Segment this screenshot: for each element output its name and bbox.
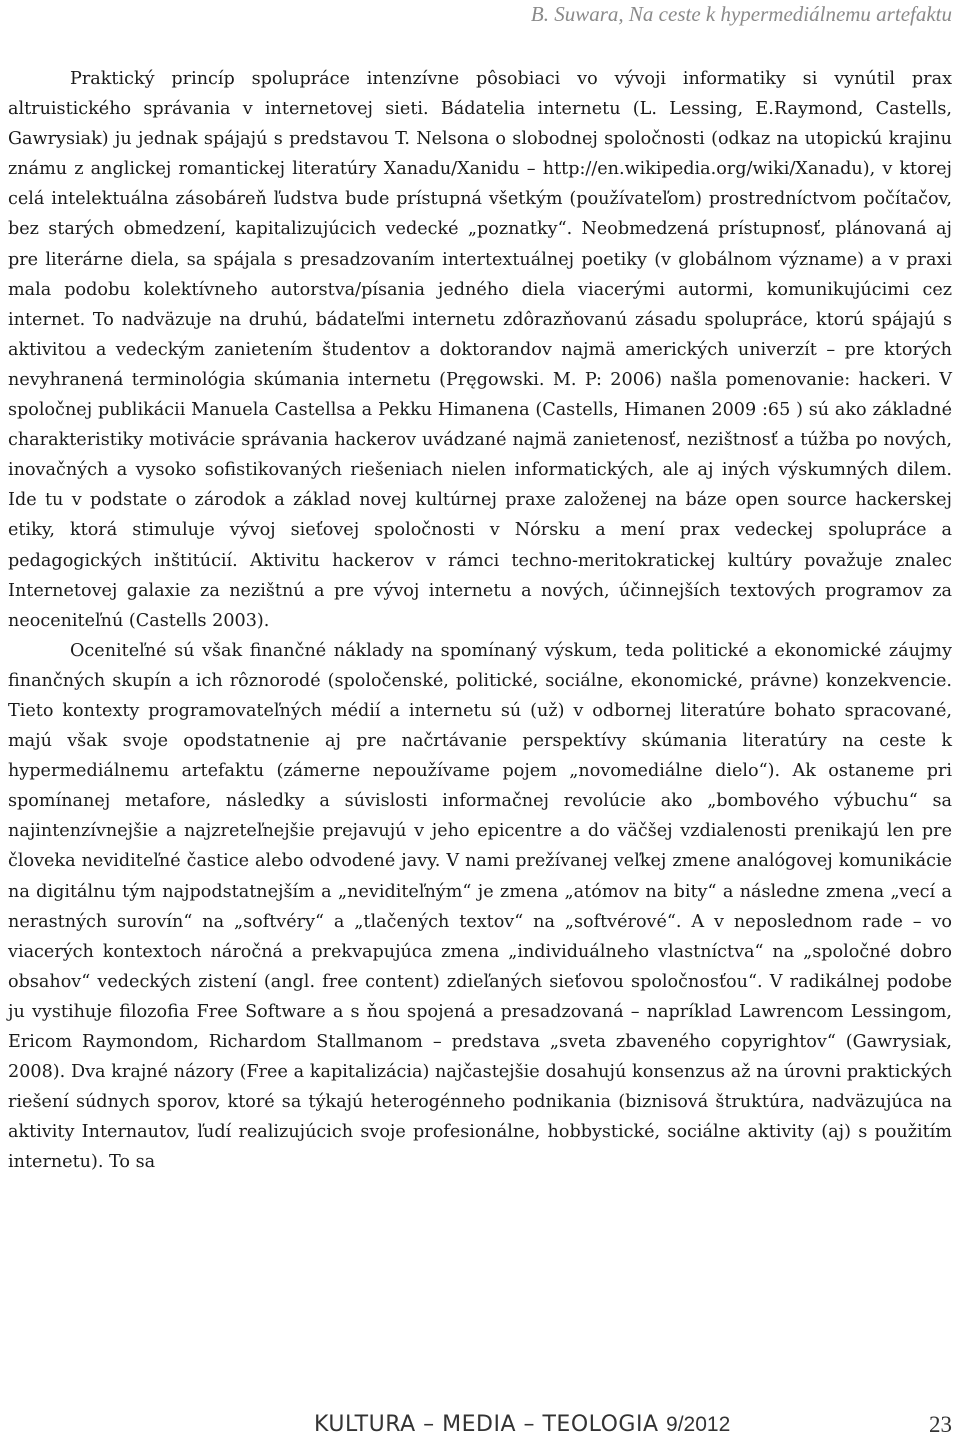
journal-name: KULTURA – MEDIA – TEOLOGIA [314, 1412, 667, 1437]
page-footer [0, 1412, 960, 1446]
page-number: 23 [929, 1412, 952, 1437]
journal-title [314, 1412, 730, 1437]
body-paragraph: Oceniteľné sú však finančné náklady na spomínaný výskum, teda politické a ekonomické záujmy finančných skupín a ich rôznorodé (spoločenské, politické, sociálne, ekonomické, právne) konzekvencie. Tieto kontexty programovateľných médií a internetu sú (už) v odbornej literatúre bohato spracované, majú však svoje opodstatnenie aj pre načrtávanie perspektívy skúmania literatúry na ceste k hypermediálnemu artefaktu (zámerne nepoužívame pojem „novomediálne dielo“). Ak ostaneme pri spomínanej metafore, následky a súvislosti informačnej revolúcie ako „bombového výbuchu“ sa najintenzívnejšie a najzreteľnejšie prejavujú v jeho epicentre a do väčšej vzdialenosti prenikajú len pre človeka neviditeľné častice alebo odvodené javy. V nami prežívanej veľkej zmene analógovej komunikácie na digitálnu tým najpodstatnejším a „neviditeľným“ je zmena „atómov na bity“ a následne zmena „vecí a nerastných surovín“ na „softvéry“ a „tlačených textov“ na „softvérové“. A v neposlednom rade – vo viacerých kontextoch náročná a prekvapujúca zmena „individuálneho vlastníctva“ na „spoločné dobro obsahov“ vedeckých zistení (angl. free content) zdieľaných sieťovou spoločnosťou“. V radikálnej podobe ju vystihuje filozofia Free Software a s ňou spojená a presadzovaná – napríklad Lawrencom Lessingom, Ericom Raymondom, Richardom Stallmanom – predstava „sveta zbaveného copyrightov“ (Gawrysiak, 2008). Dva krajné názory (Free a kapitalizácia) najčastejšie dosahujú konsenzus až na úrovni praktických riešení súdnych sporov, ktoré sa týkajú heterogénneho podnikania (biznisová štruktúra, nadväzujúca na aktivity Internautov, ľudí realizujúcich svoje profesionálne, hobbystické, sociálne aktivity (aj) s použitím internetu). To sa [8, 640, 952, 1173]
article-body [8, 64, 952, 1177]
body-paragraph: Praktický princíp spolupráce intenzívne pôsobiaci vo vývoji informatiky si vynútil prax altruistického správania v internetovej sieti. Bádatelia internetu (L. Lessing, E.Raymond, Castells, Gawrysiak) ju jednak spájajú s predstavou T. Nelsona o slobodnej spoločnosti (odkaz na utopickú krajinu známu z anglickej romantickej literatúry Xanadu/Xanidu – http://en.wikipedia.org/wiki/Xanadu), v ktorej celá intelektuálna zásobáreň ľudstva bude prístupná všetkým (používateľom) prostredníctvom počítačov, bez starých obmedzení, kapitalizujúcich vedecké „poznatky“. Neobmedzená prístupnosť, plánovaná aj pre literárne diela, sa spájala s presadzovaním intertextuálnej poetiky (v globálnom význame) a v praxi mala podobu kolektívneho autorstva/písania jedného diela viacerými autormi, komunikujúcimi cez internet. To nadväzuje na druhú, bádateľmi internetu zdôrazňovanú zásadu spolupráce, ktorú spájajú s aktivitou a vedeckým zanietením študentov a doktorandov najmä amerických univerzít – pre ktorých nevyhranená terminológia skúmania internetu (Pręgowski. M. P: 2006) našla pomenovanie: hackeri. V spoločnej publikácii Manuela Castellsa a Pekku Himanena (Castells, Himanen 2009 :65 ) sú ako základné charakteristiky motivácie správania hackerov uvádzané najmä zanietenosť, nezištnosť a túžba po nových, inovačných a vysoko sofistikovaných riešeniach nielen informatických, ale aj iných výskumných dilem. Ide tu v podstate o zárodok a základ novej kultúrnej praxe založenej na báze open source hackerskej etiky, ktorá stimuluje vývoj sieťovej spoločnosti v Nórsku a mení prax vedeckej spolupráce a pedagogických inštitúcií. Aktivitu hackerov v rámci techno-meritokratickej kultúry považuje znalec Internetovej galaxie za nezištnú a pre vývoj internetu a nových, účinnejších textových programov za neoceniteľnú (Castells 2003). [8, 69, 952, 631]
running-header: B. Suwara, Na ceste k hypermediálnemu artefaktu [530, 2, 952, 26]
journal-issue: 9/2012 [666, 1413, 731, 1436]
